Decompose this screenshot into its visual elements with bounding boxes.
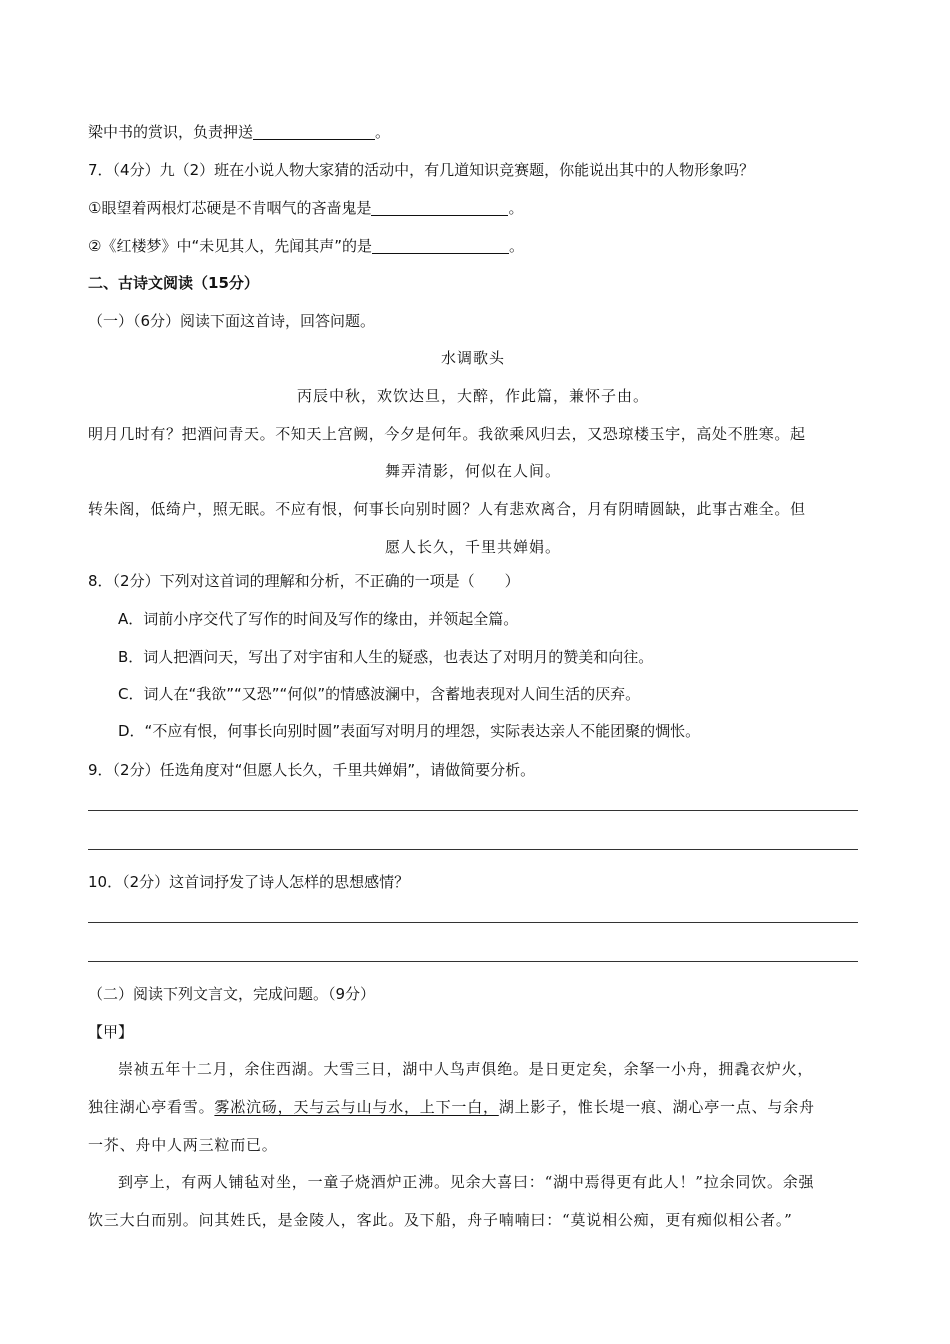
poem-preface: 丙辰中秋，欢饮达旦，大醉，作此篇，兼怀子由。 — [296, 387, 649, 405]
q10-answer-line-1[interactable] — [88, 922, 858, 923]
poem-title: 水调歌头 — [440, 349, 505, 367]
q6-answer-blank[interactable] — [253, 123, 375, 140]
q8-stem: 8．（2分）下列对这首词的理解和分析，不正确的一项是（ ） — [88, 572, 520, 590]
q10-stem: 10．（2分）这首词抒发了诗人怎样的思想感情？ — [88, 873, 410, 891]
q9-stem: 9．（2分）任选角度对“但愿人长久，千里共婵娟”，请做简要分析。 — [88, 761, 536, 779]
poem-stanza-1-line-1: 明月几时有？把酒问青天。不知天上宫阙，今夕是何年。我欲乘风归去，又恐琼楼玉宇，高处不胜寒。起 — [88, 425, 806, 443]
passage-p2-line-2: 饮三大白而别。问其姓氏，是金陵人，客此。及下船，舟子喃喃曰：“莫说相公痴，更有痴似相公者。” — [88, 1211, 793, 1229]
q10-answer-line-2[interactable] — [88, 961, 858, 962]
passage-p1-line-1: 崇祯五年十二月，余住西湖。大雪三日，湖中人鸟声俱绝。是日更定矣，余拏一小舟，拥毳衣炉火， — [118, 1060, 814, 1078]
passage-p2-line-1: 到亭上，有两人铺毡对坐，一童子烧酒炉正沸。见余大喜曰：“湖中焉得更有此人！”拉余同饮。余强 — [118, 1173, 815, 1191]
q7-item-2-text: ②《红楼梦》中“未见其人，先闻其声”的是 — [88, 237, 372, 255]
poem-stanza-2-line-1: 转朱阁，低绮户，照无眠。不应有恨，何事长向别时圆？人有悲欢离合，月有阴晴圆缺，此事古难全。但 — [88, 500, 806, 518]
q6-tail-end: 。 — [375, 123, 391, 141]
q9-answer-line-2[interactable] — [88, 849, 858, 850]
passage-p1-line-2 — [88, 1096, 858, 1118]
passage-p1-line-2-post: 湖上影子，惟长堤一痕、湖心亭一点、与余舟 — [498, 1098, 815, 1116]
section-2-title: 二、古诗文阅读（15分） — [88, 274, 259, 292]
q9-answer-line-1[interactable] — [88, 810, 858, 811]
passage-p1-line-2-pre: 独往湖心亭看雪。 — [88, 1098, 215, 1116]
q7-item-2-blank[interactable] — [372, 237, 509, 254]
q8-option-d[interactable]: D．“不应有恨，何事长向别时圆”表面写对明月的埋怨，实际表达亲人不能团聚的惆怅。 — [118, 722, 701, 740]
part-1-intro: （一）（6分）阅读下面这首诗，回答问题。 — [88, 312, 376, 330]
q7-item-1-blank[interactable] — [371, 199, 508, 216]
q6-tail — [88, 121, 858, 143]
q7-item-1-text: ①眼望着两根灯芯硬是不肯咽气的吝啬鬼是 — [88, 199, 372, 217]
part-2-intro: （二）阅读下列文言文，完成问题。（9分） — [88, 985, 376, 1003]
q7-item-2-end: 。 — [509, 237, 525, 255]
passage-underlined-phrase: 雾凇沆砀，天与云与山与水，上下一白， — [214, 1098, 499, 1116]
passage-p1-line-3: 一芥、舟中人两三粒而已。 — [88, 1136, 278, 1154]
q8-option-a[interactable]: A．词前小序交代了写作的时间及写作的缘由，并领起全篇。 — [118, 610, 519, 628]
poem-stanza-1-line-2: 舞弄清影，何似在人间。 — [384, 462, 561, 480]
q7-item-1 — [88, 197, 858, 219]
q7-stem: 7．（4分）九（2）班在小说人物大家猜的活动中，有几道知识竞赛题，你能说出其中的人物形象吗？ — [88, 161, 755, 179]
passage-label-jia: 【甲】 — [88, 1023, 134, 1041]
q6-tail-text: 梁中书的赏识，负责押送 — [88, 123, 254, 141]
q7-item-2 — [88, 235, 858, 257]
poem-stanza-2-line-2: 愿人长久，千里共婵娟。 — [384, 538, 561, 556]
q8-option-c[interactable]: C．词人在“我欲”“又恐”“何似”的情感波澜中，含蓄地表现对人间生活的厌弃。 — [118, 685, 641, 703]
q7-item-1-end: 。 — [508, 199, 524, 217]
q8-option-b[interactable]: B．词人把酒问天，写出了对宇宙和人生的疑惑，也表达了对明月的赞美和向往。 — [118, 648, 654, 666]
